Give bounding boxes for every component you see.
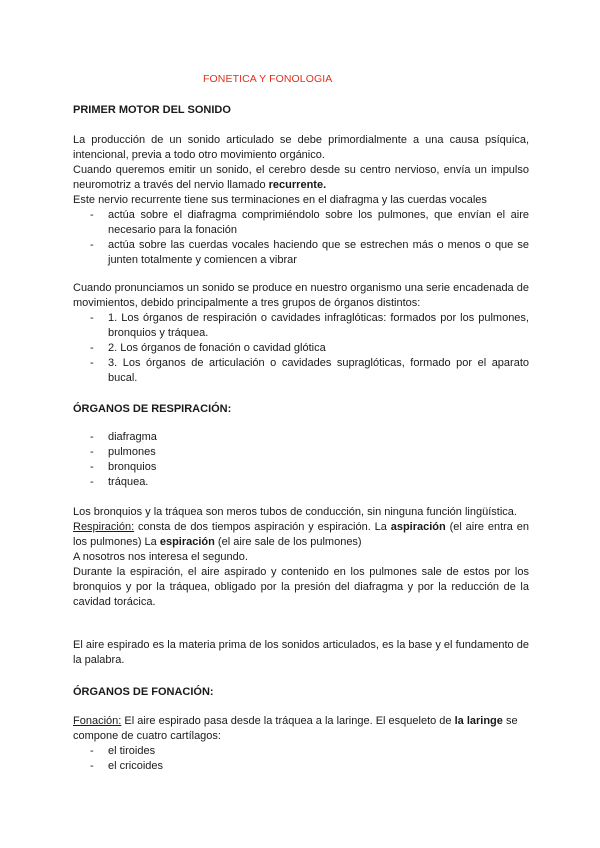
list-item: - tráquea. — [73, 475, 529, 490]
bold-term: la laringe — [454, 715, 503, 727]
list-item: - pulmones — [73, 445, 529, 460]
bullet-list — [73, 208, 529, 268]
bullet-list — [73, 744, 529, 774]
document-title: FONETICA Y FONOLOGIA — [203, 73, 333, 85]
section-primer-motor-body — [73, 133, 529, 268]
list-item: - actúa sobre las cuerdas vocales haciendo que se estrechen más o menos o que se junten totalmente y comiencen a vibrar — [73, 238, 529, 268]
bullet-list — [73, 311, 529, 386]
bold-term: espiración — [159, 536, 215, 548]
bold-term: recurrente. — [268, 179, 327, 191]
paragraph: Los bronquios y la tráquea son meros tubos de conducción, sin ninguna función lingüística. — [73, 506, 517, 518]
paragraph: El aire espirado es la materia prima de los sonidos articulados, es la base y el fundamento de la palabra. — [73, 639, 529, 666]
list-item: - actúa sobre el diafragma comprimiéndolo sobre los pulmones, que envían el aire necesario para la fonación — [73, 208, 529, 238]
paragraph — [73, 163, 529, 193]
list-item: - el cricoides — [73, 759, 529, 774]
list-item: - diafragma — [73, 430, 529, 445]
bold-term: aspiración — [390, 521, 446, 533]
list-item: - 3. Los órganos de articulación o cavidades supraglóticas, formado por el aparato bucal. — [73, 356, 529, 386]
underlined-term: Respiración: — [73, 521, 135, 533]
section-respiracion-list — [73, 430, 529, 490]
heading-respiracion: ÓRGANOS DE RESPIRACIÓN: — [73, 403, 232, 415]
text-run: (el aire sale de los pulmones) — [214, 536, 362, 548]
paragraph: Durante la espiración, el aire aspirado y contenido en los pulmones sale de estos por los bronquios y por la tráquea, obligado por la presión del diafragma y por la reducción de la cavidad torácica. — [73, 566, 529, 608]
heading-fonacion: ÓRGANOS DE FONACIÓN: — [73, 686, 214, 698]
list-item: - el tiroides — [73, 744, 529, 759]
text-run: se compone de cuatro cartílagos: — [73, 715, 518, 742]
bullet-list — [73, 430, 529, 490]
paragraph: La producción de un sonido articulado se debe primordialmente a una causa psíquica, intencional, previa a todo otro movimiento orgánico. — [73, 134, 529, 161]
text-run: El aire espirado pasa desde la tráquea a la laringe. El esqueleto de — [121, 715, 455, 727]
section-grupos-organos — [73, 281, 529, 386]
list-item: - 1. Los órganos de respiración o cavidades infraglóticas: formados por los pulmones, bronquios y tráquea. — [73, 311, 529, 341]
underlined-term: Fonación: — [73, 715, 122, 727]
text-run: consta de dos tiempos aspiración y espiración. La — [134, 521, 391, 533]
list-item: - 2. Los órganos de fonación o cavidad glótica — [73, 341, 529, 356]
section-respiracion-body — [73, 505, 529, 610]
paragraph: Este nervio recurrente tiene sus terminaciones en el diafragma y las cuerdas vocales — [73, 194, 487, 206]
list-item: - bronquios — [73, 460, 529, 475]
section-fonacion-body — [73, 714, 529, 774]
text-run: (el aire entra en los pulmones) La — [73, 521, 529, 548]
paragraph: Cuando pronunciamos un sonido se produce en nuestro organismo una serie encadenada de movimientos, debido principalmente a tres grupos de órganos distintos: — [73, 282, 529, 309]
paragraph — [73, 714, 529, 744]
heading-primer-motor: PRIMER MOTOR DEL SONIDO — [73, 104, 231, 116]
paragraph — [73, 520, 529, 550]
paragraph: A nosotros nos interesa el segundo. — [73, 551, 248, 563]
section-aire-espirado — [73, 638, 529, 668]
text-run: Cuando queremos emitir un sonido, el cerebro desde su centro nervioso, envía un impulso neuromotriz a través del nervio llamado — [73, 164, 529, 191]
